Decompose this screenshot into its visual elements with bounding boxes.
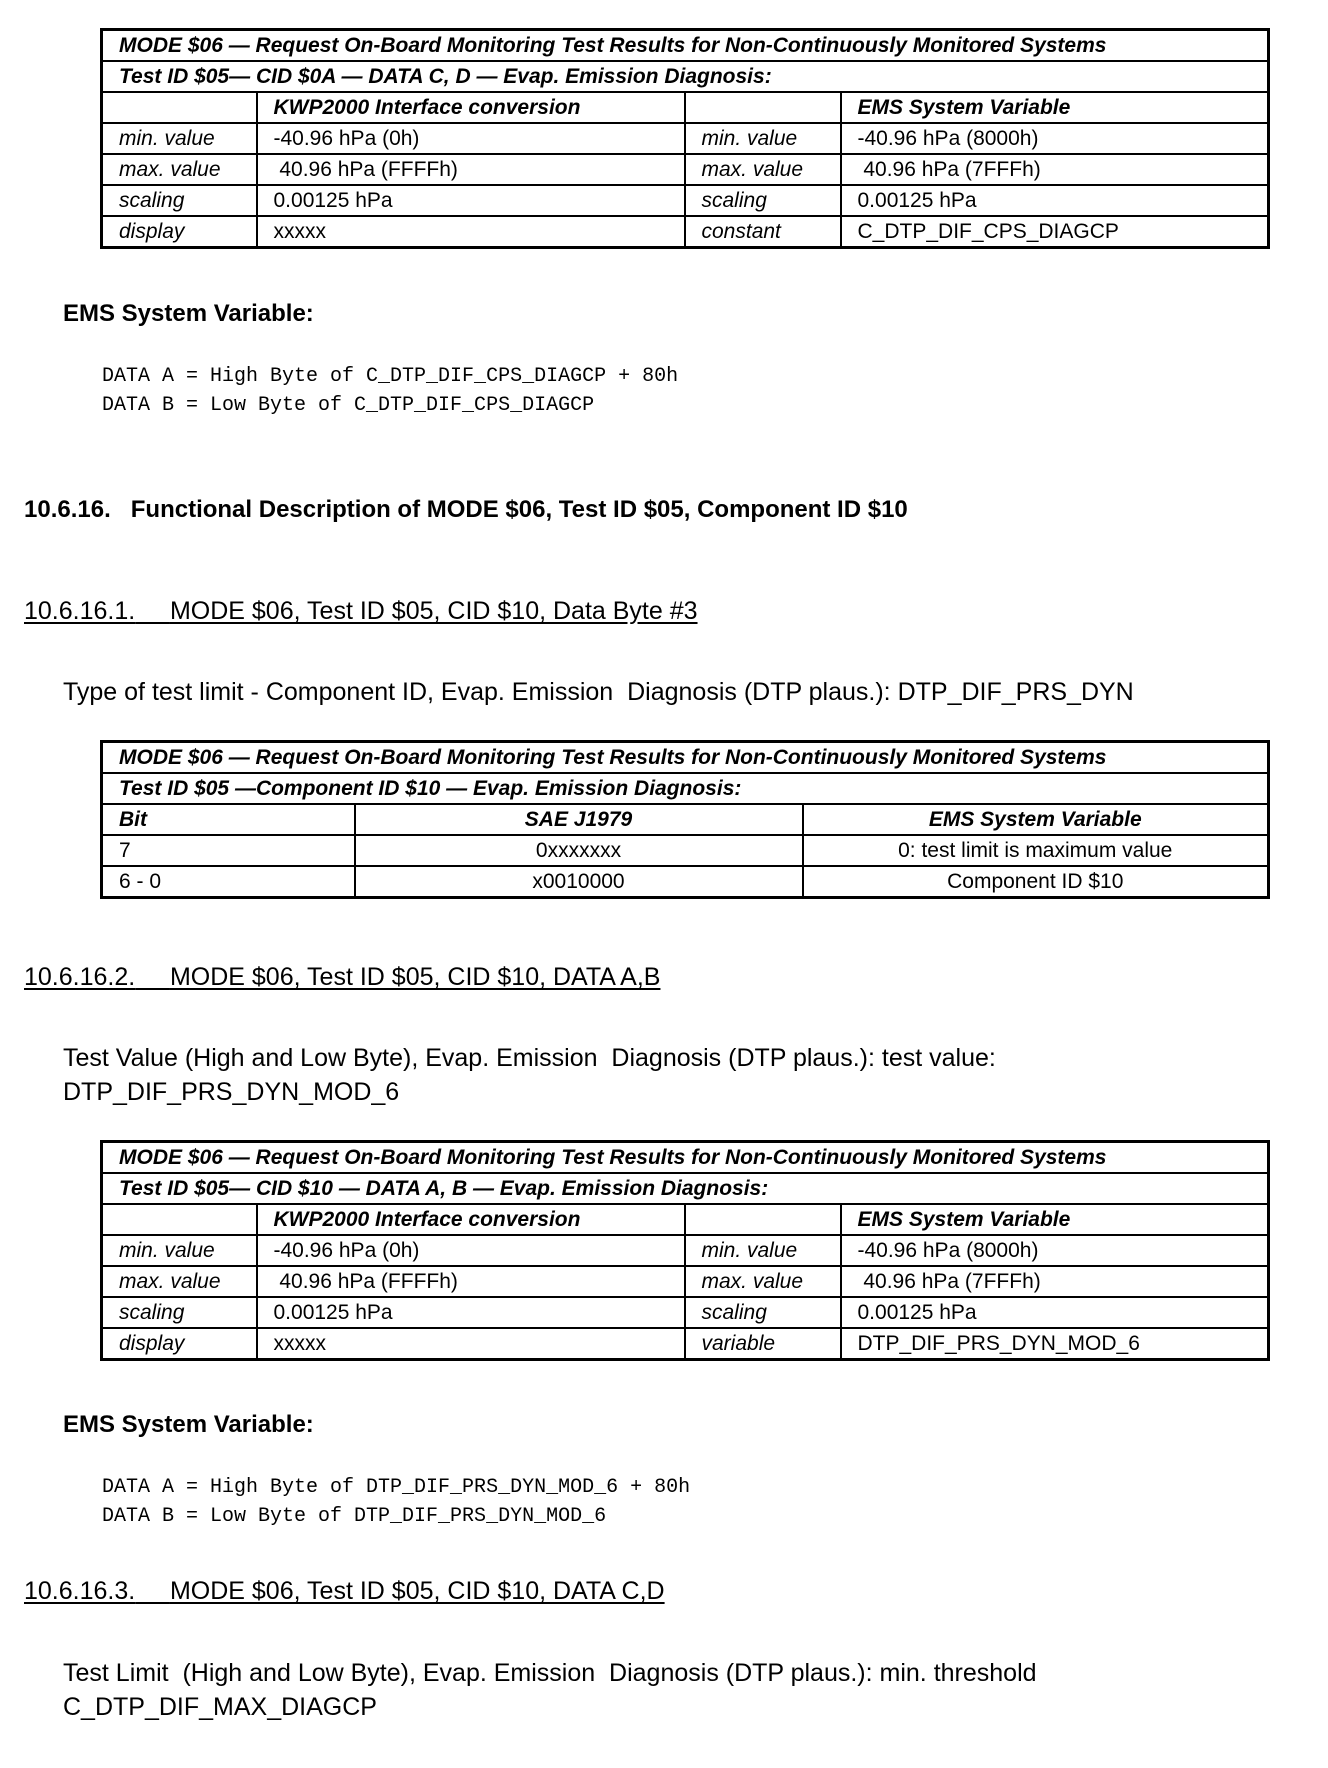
ems-data-line: DATA A = High Byte of DTP_DIF_PRS_DYN_MOD_6 + 80h — [102, 1476, 691, 1499]
table-row: scaling 0.00125 hPa scaling 0.00125 hPa — [102, 185, 1269, 216]
table-row: display xxxxx constant C_DTP_DIF_CPS_DIAGCP — [102, 216, 1269, 248]
spec-table-cid-0a — [100, 28, 1270, 249]
subsection-heading: 10.6.16.3. MODE $06, Test ID $05, CID $10, DATA C,D — [24, 1577, 665, 1605]
table-row: display xxxxx variable DTP_DIF_PRS_DYN_MOD_6 — [102, 1328, 1269, 1360]
table-subtitle: Test ID $05— CID $0A — DATA C, D — Evap. Emission Diagnosis: — [102, 61, 1269, 92]
column-header-ems: EMS System Variable — [841, 1204, 1269, 1235]
table-row: scaling 0.00125 hPa scaling 0.00125 hPa — [102, 1297, 1269, 1328]
table-row: max. value 40.96 hPa (FFFFh) max. value 40.96 hPa (7FFFh) — [102, 154, 1269, 185]
paragraph: Type of test limit - Component ID, Evap. Emission Diagnosis (DTP plaus.): DTP_DIF_PRS_DYN — [63, 678, 1134, 706]
table-row: 6 - 0 x0010000 Component ID $10 — [102, 866, 1269, 898]
column-header-ems: EMS System Variable — [803, 804, 1269, 835]
ems-data-line: DATA B = Low Byte of C_DTP_DIF_CPS_DIAGCP — [102, 394, 595, 417]
section-heading: 10.6.16. Functional Description of MODE $06, Test ID $05, Component ID $10 — [24, 496, 908, 523]
table-subtitle: Test ID $05— CID $10 — DATA A, B — Evap. Emission Diagnosis: — [102, 1173, 1269, 1204]
subsection-heading: 10.6.16.2. MODE $06, Test ID $05, CID $10, DATA A,B — [24, 963, 661, 991]
paragraph: Test Value (High and Low Byte), Evap. Emission Diagnosis (DTP plaus.): test value: DTP_DIF_PRS_DYN_MOD_6 — [63, 1044, 996, 1106]
column-header-ems: EMS System Variable — [841, 92, 1269, 123]
column-header-kwp2000: KWP2000 Interface conversion — [257, 92, 685, 123]
table-title: MODE $06 — Request On-Board Monitoring Test Results for Non-Continuously Monitored Systems — [102, 742, 1269, 774]
subsection-heading: 10.6.16.1. MODE $06, Test ID $05, CID $10, Data Byte #3 — [24, 597, 698, 625]
table-row: min. value -40.96 hPa (0h) min. value -40.96 hPa (8000h) — [102, 123, 1269, 154]
ems-data-line: DATA B = Low Byte of DTP_DIF_PRS_DYN_MOD_6 — [102, 1505, 607, 1528]
column-header-sae: SAE J1979 — [355, 804, 803, 835]
ems-data-line: DATA A = High Byte of C_DTP_DIF_CPS_DIAGCP + 80h — [102, 365, 679, 388]
table-subtitle: Test ID $05 —Component ID $10 — Evap. Emission Diagnosis: — [102, 773, 1269, 804]
table-row: max. value 40.96 hPa (FFFFh) max. value 40.96 hPa (7FFFh) — [102, 1266, 1269, 1297]
table-title: MODE $06 — Request On-Board Monitoring Test Results for Non-Continuously Monitored Systems — [102, 30, 1269, 62]
spec-table-bit-layout — [100, 740, 1270, 899]
ems-variable-label: EMS System Variable: — [63, 300, 314, 327]
column-header-kwp2000: KWP2000 Interface conversion — [257, 1204, 685, 1235]
ems-variable-label: EMS System Variable: — [63, 1411, 314, 1438]
table-title: MODE $06 — Request On-Board Monitoring Test Results for Non-Continuously Monitored Systems — [102, 1142, 1269, 1174]
paragraph: Test Limit (High and Low Byte), Evap. Emission Diagnosis (DTP plaus.): min. threshold C_DTP_DIF_MAX_DIAGCP — [63, 1659, 1037, 1721]
table-row: 7 0xxxxxxx 0: test limit is maximum value — [102, 835, 1269, 866]
spec-table-cid-10 — [100, 1140, 1270, 1361]
column-header-bit: Bit — [102, 804, 355, 835]
table-row: min. value -40.96 hPa (0h) min. value -40.96 hPa (8000h) — [102, 1235, 1269, 1266]
